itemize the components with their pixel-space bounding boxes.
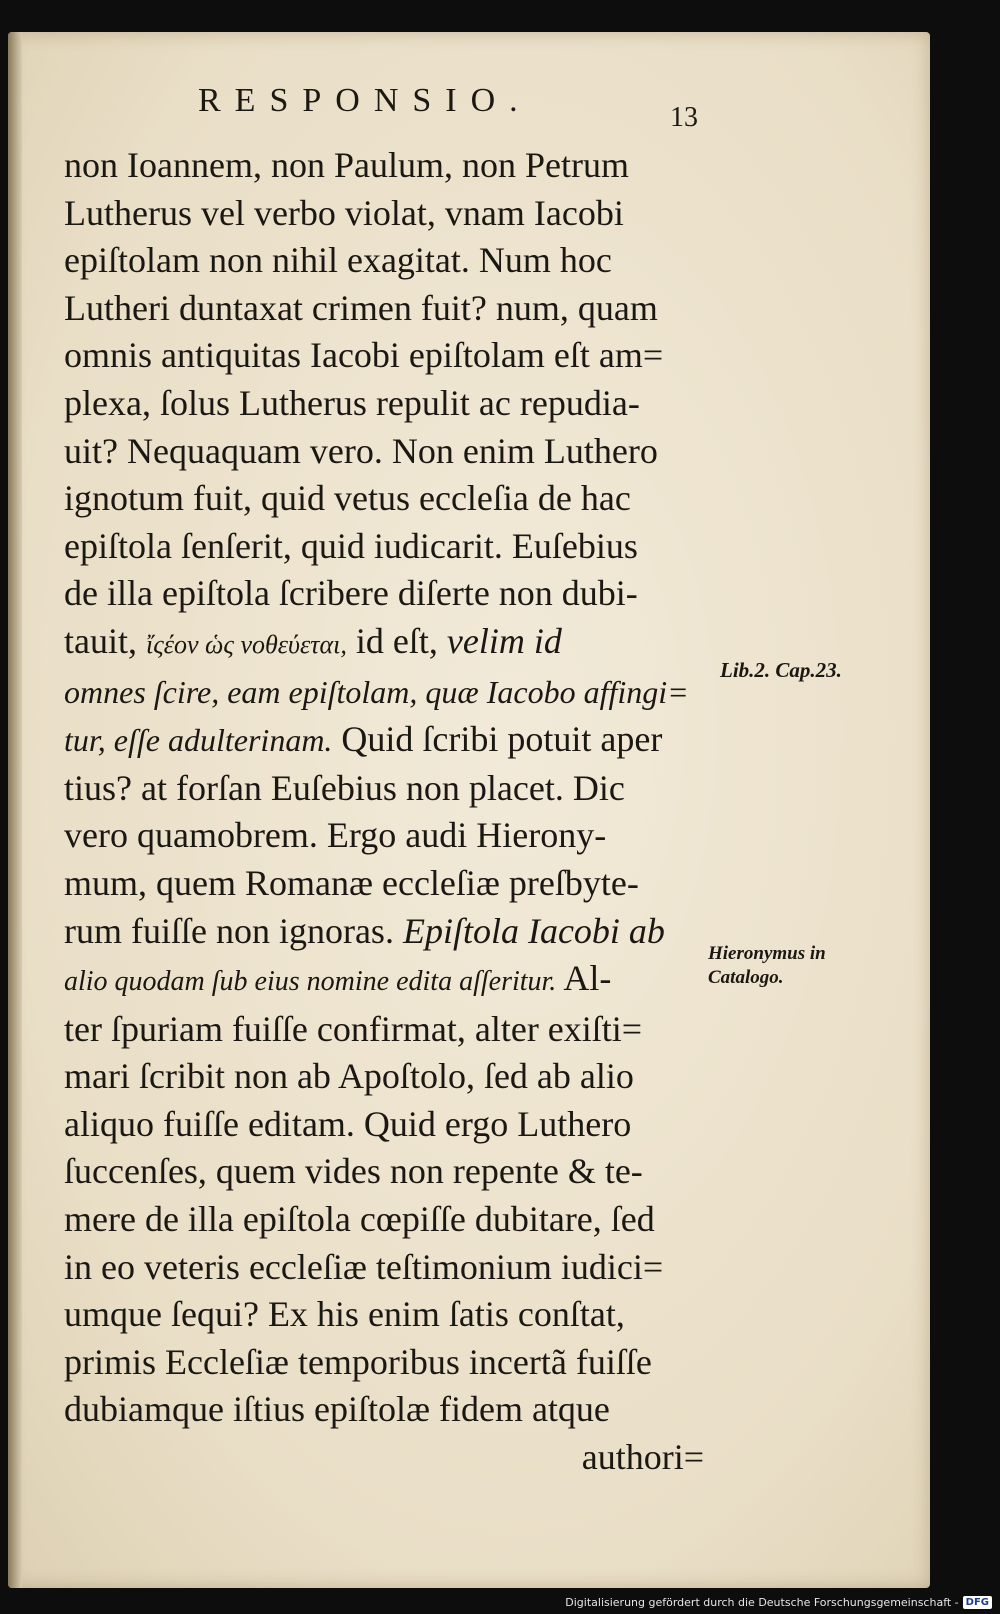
text-roman: Al- bbox=[556, 958, 612, 999]
text-line bbox=[64, 716, 732, 765]
text-line: epiſtola ſenſerit, quid iudicarit. Euſebius bbox=[64, 525, 638, 566]
marginal-note-line: Hieronymus in bbox=[708, 943, 826, 964]
text-line: Lutherus vel verbo violat, vnam Iacobi bbox=[64, 192, 624, 233]
marginal-note-line: Catalogo. bbox=[708, 967, 784, 988]
text-roman: tauit, bbox=[64, 620, 146, 661]
text-line bbox=[64, 955, 732, 1006]
text-line: omnis antiquitas Iacobi epiſtolam eſt am= bbox=[64, 335, 664, 376]
text-line: epiſtolam non nihil exagitat. Num hoc bbox=[64, 240, 612, 281]
text-italic: tur, eſſe adulterinam. bbox=[64, 722, 333, 759]
dfg-logo: DFG bbox=[963, 1596, 992, 1609]
text-line: dubiamque iſtius epiſtolæ fidem atque bbox=[64, 1389, 610, 1430]
text-line: tius? at forſan Euſebius non placet. Dic bbox=[64, 767, 625, 808]
text-line: primis Eccleſiæ temporibus incertã fuiſſe bbox=[64, 1341, 652, 1382]
greek-quote: ἴςέον ὡς νοθεύεται, bbox=[145, 629, 347, 659]
digitization-credit bbox=[565, 1592, 992, 1612]
text-line: ſuccenſes, quem vides non repente & te- bbox=[64, 1151, 643, 1192]
text-line-greek-quote bbox=[64, 618, 732, 669]
text-line: ter ſpuriam fuiſſe confirmat, alter exiſti= bbox=[64, 1008, 643, 1049]
text-italic: Epiſtola Iacobi ab bbox=[402, 910, 665, 951]
text-line bbox=[64, 908, 732, 956]
main-text-block bbox=[64, 142, 732, 1482]
page-gutter-shadow bbox=[8, 32, 22, 1588]
text-italic: velim id bbox=[446, 620, 562, 661]
text-roman: id eſt, bbox=[346, 620, 447, 661]
text-line: Lutheri duntaxat crimen fuit? num, quam bbox=[64, 287, 658, 328]
running-title: RESPONSIO. bbox=[198, 82, 532, 119]
text-roman: rum fuiſſe non ignoras. bbox=[64, 910, 403, 951]
text-line: de illa epiſtola ſcribere diſerte non dubi- bbox=[64, 573, 638, 614]
text-line: mere de illa epiſtola cœpiſſe dubitare, ſed bbox=[64, 1199, 655, 1240]
text-line: umque ſequi? Ex his enim ſatis conſtat, bbox=[64, 1294, 625, 1335]
page-number: 13 bbox=[670, 102, 698, 133]
text-line: aliquo fuiſſe editam. Quid ergo Luthero bbox=[64, 1103, 632, 1144]
text-line: plexa, ſolus Lutherus repulit ac repudia- bbox=[64, 382, 640, 423]
text-line: non Ioannem, non Paulum, non Petrum bbox=[64, 145, 629, 185]
credit-text: Digitalisierung gefördert durch die Deutsche Forschungsgemeinschaft - bbox=[565, 1595, 959, 1609]
catchword: authori= bbox=[581, 1437, 704, 1478]
text-line: vero quamobrem. Ergo audi Hierony- bbox=[64, 815, 607, 856]
text-line: mum, quem Romanæ eccleſiæ preſbyte- bbox=[64, 862, 639, 903]
text-line: mari ſcribit non ab Apoſtolo, ſed ab alio bbox=[64, 1056, 634, 1097]
text-line-italic: omnes ſcire, eam epiſtolam, quæ Iacobo affingi= bbox=[64, 673, 689, 710]
book-page bbox=[8, 32, 930, 1588]
text-line: ignotum fuit, quid vetus eccleſia de hac bbox=[64, 478, 631, 519]
text-line: uit? Nequaquam vero. Non enim Luthero bbox=[64, 430, 658, 471]
marginal-note-hieronymus bbox=[708, 942, 826, 990]
text-roman: Quid ſcribi potuit aper bbox=[332, 719, 663, 760]
marginal-note-eusebius: Lib.2. Cap.23. bbox=[720, 658, 842, 682]
text-line: in eo veteris eccleſiæ teſtimonium iudici= bbox=[64, 1246, 664, 1287]
text-italic: alio quodam ſub eius nomine edita aſſeritur. bbox=[64, 966, 557, 998]
